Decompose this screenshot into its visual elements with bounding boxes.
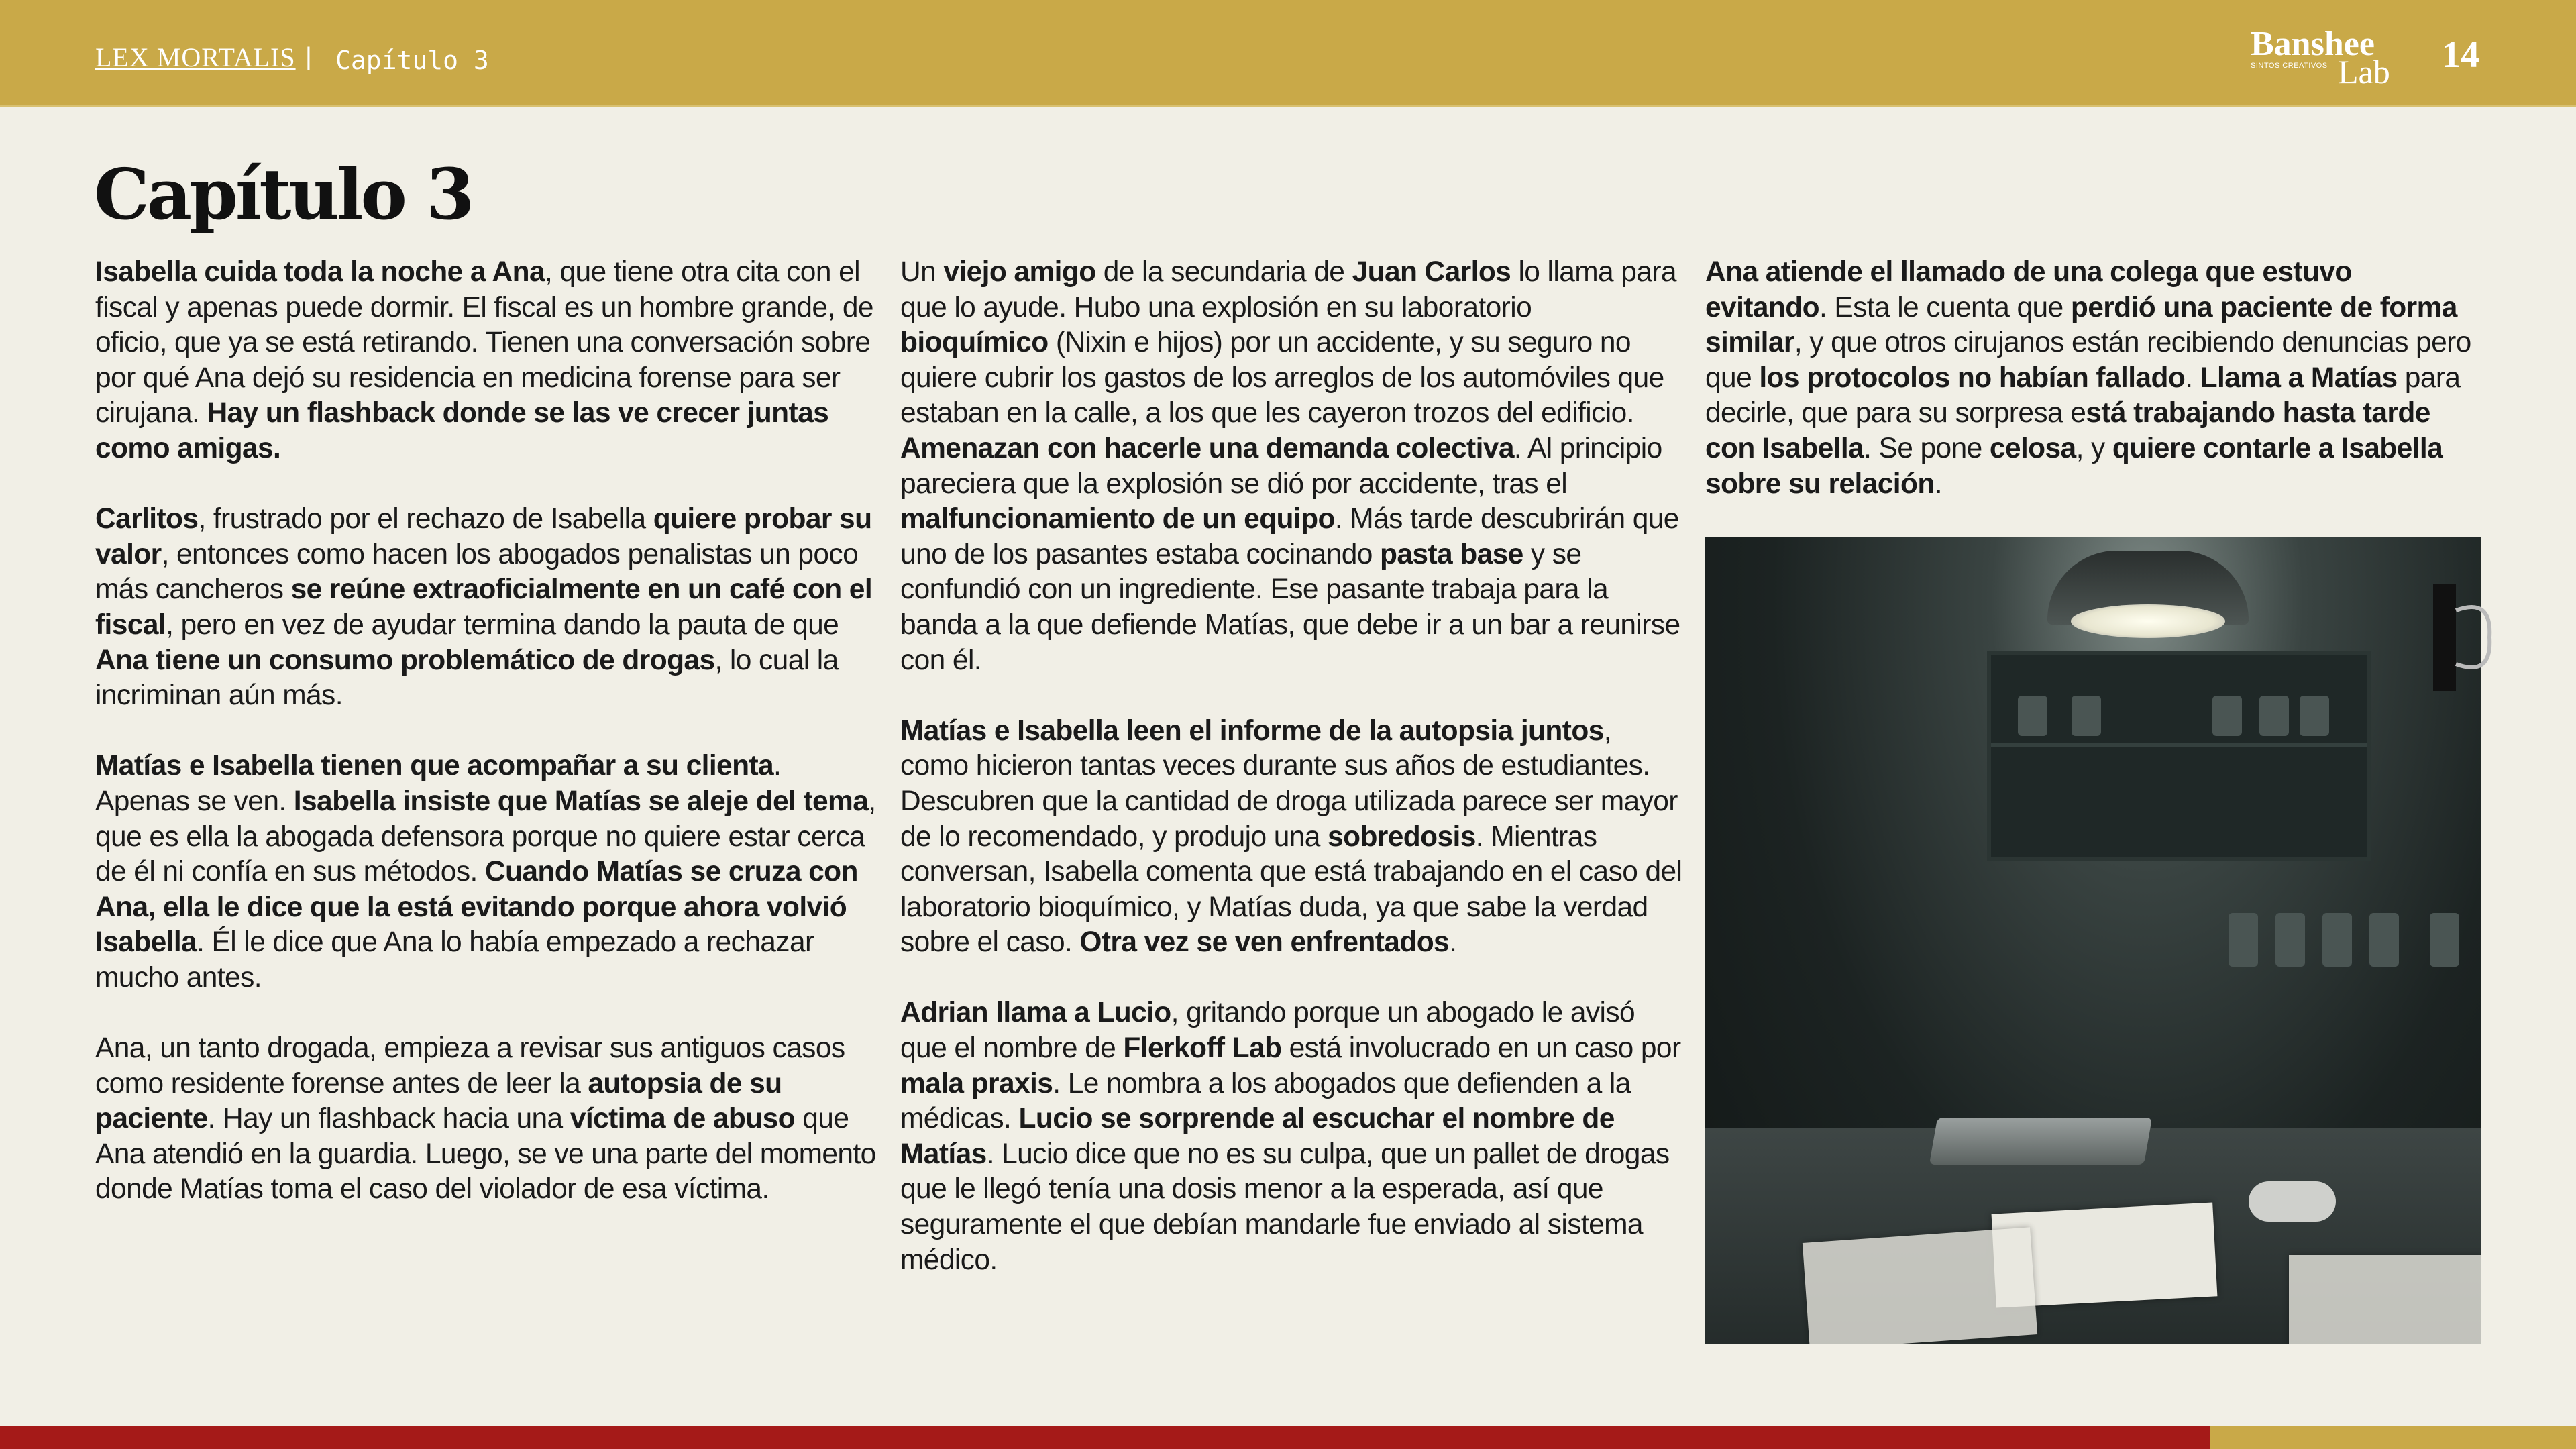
text: . Al principio pareciera que la explosión se dió por accidente, tras el xyxy=(900,432,1662,500)
photo-cabinet xyxy=(1987,651,2371,861)
text: Un xyxy=(900,256,944,288)
text: lo llama para que lo ayude. Hubo una explosión en su laboratorio xyxy=(900,256,1676,323)
paragraph xyxy=(95,749,880,996)
logo-text-banshee: Banshee xyxy=(2251,25,2375,63)
text: , gritando porque un abogado le avisó que el nombre de xyxy=(900,997,1635,1065)
bold-text: víctima de abuso xyxy=(570,1103,796,1135)
text: . Él le dice que Ana lo había empezado a rechazar mucho antes. xyxy=(95,926,814,994)
bold-text: Matías e Isabella tienen que acompañar a su clienta xyxy=(95,750,774,782)
text: . xyxy=(1449,926,1457,959)
bold-text: los protocolos no habían fallado xyxy=(1759,362,2186,394)
bold-text: Llama a Matías xyxy=(2200,362,2398,394)
text: . Le nombra a los abogados que defienden a la médicas. xyxy=(900,1067,1631,1135)
bold-text: Ana atiende el llamado de una colega que estuvo evitando xyxy=(1705,256,2352,323)
binder-clip-icon xyxy=(2432,584,2492,691)
footer-bar-red xyxy=(0,1426,2210,1449)
bold-text: viejo amigo xyxy=(943,256,1096,288)
text: , lo cual la incriminan aún más. xyxy=(95,644,839,712)
bold-text: malfuncionamiento de un equipo xyxy=(900,503,1335,535)
header-separator: | xyxy=(305,43,312,71)
bold-text: quiere contarle a Isabella sobre su relación xyxy=(1705,432,2443,500)
text: , que es ella la abogada defensora porque no quiere estar cerca de él ni confía en sus métodos. xyxy=(95,785,876,888)
text: , como hicieron tantas veces durante sus años de estudiantes. Descubren que la cantidad de droga utilizada parece ser mayor de lo recomendado, y produjo una xyxy=(900,714,1678,853)
bold-text: mala praxis xyxy=(900,1067,1053,1099)
text: . Hay un flashback hacia una xyxy=(207,1103,570,1135)
banshee-lab-logo xyxy=(2251,25,2395,91)
text: . Más tarde descubrirán que uno de los pasantes estaba cocinando xyxy=(900,503,1679,570)
paragraph xyxy=(1705,255,2477,502)
text: . xyxy=(2185,362,2200,394)
bold-text: autopsia de su paciente xyxy=(95,1067,782,1135)
text: . Mientras conversan, Isabella comenta que está trabajando en el caso del laboratorio bioquímico, y Matías duda, ya que sabe la verdad sobre el caso. xyxy=(900,820,1682,959)
text: . Se pone xyxy=(1864,432,1990,464)
bold-text: Juan Carlos xyxy=(1352,256,1511,288)
text: que Ana atendió en la guardia. Luego, se ve una parte del momento donde Matías toma el caso del violador de esa víctima. xyxy=(95,1103,876,1205)
text: . Apenas se ven. xyxy=(95,750,782,817)
bold-text: Flerkoff Lab xyxy=(1123,1032,1282,1065)
bold-text: stá trabajando hasta tarde con Isabella xyxy=(1705,397,2430,464)
logo-tagline: SINTOS CREATIVOS xyxy=(2251,62,2328,70)
paragraph xyxy=(900,996,1685,1278)
text: , y que otros cirujanos están recibiendo denuncias pero que xyxy=(1705,327,2471,394)
chapter-breadcrumb: Capítulo 3 xyxy=(335,46,489,75)
paragraph xyxy=(900,714,1685,961)
bold-text: quiere probar su valor xyxy=(95,503,872,570)
text: . Esta le cuenta que xyxy=(1819,291,2071,323)
text: , y xyxy=(2076,432,2112,464)
bold-text: Amenazan con hacerle una demanda colectiva xyxy=(900,432,1514,464)
text: (Nixin e hijos) por un accidente, y su seguro no quiere cubrir los gastos de los arreglos de los automóviles que estaban en la calle, a los que les cayeron trozos del edificio. xyxy=(900,327,1664,429)
bold-text: pasta base xyxy=(1380,538,1523,570)
page-number: 14 xyxy=(2442,34,2479,76)
page-header xyxy=(0,0,2576,107)
bold-text: Cuando Matías se cruza con Ana, ella le dice que la está evitando porque ahora volvió Isabella xyxy=(95,856,858,959)
bold-text: celosa xyxy=(1989,432,2076,464)
text-column-1 xyxy=(95,255,880,1243)
bold-text: Ana tiene un consumo problemático de drogas xyxy=(95,644,715,676)
lab-photo xyxy=(1705,537,2481,1344)
bold-text: Isabella insiste que Matías se aleje del tema xyxy=(293,785,869,817)
text: . xyxy=(1934,468,1942,500)
bold-text: Otra vez se ven enfrentados xyxy=(1079,926,1450,959)
bold-text: Lucio se sorprende al escuchar el nombre de Matías xyxy=(900,1103,1615,1170)
text: Ana, un tanto drogada, empieza a revisar sus antiguos casos como residente forense antes de leer la xyxy=(95,1032,845,1099)
text: de la secundaria de xyxy=(1095,256,1352,288)
bold-text: bioquímico xyxy=(900,327,1049,359)
text: , frustrado por el rechazo de Isabella xyxy=(198,503,653,535)
bold-text: Hay un flashback donde se las ve crecer juntas como amigas. xyxy=(95,397,829,464)
footer-bar-gold xyxy=(2210,1426,2576,1449)
text: , pero en vez de ayudar termina dando la pauta de que xyxy=(166,608,839,641)
paragraph xyxy=(95,502,880,714)
photo-tray xyxy=(1929,1118,2152,1165)
bold-text: sobredosis xyxy=(1328,820,1476,853)
text: para decirle, que para su sorpresa e xyxy=(1705,362,2461,429)
bold-text: Carlitos xyxy=(95,503,199,535)
paragraph xyxy=(95,255,880,467)
bold-text: perdió una paciente de forma similar xyxy=(1705,291,2457,359)
bold-text: Isabella cuida toda la noche a Ana xyxy=(95,256,545,288)
text: está involucrado en un caso por xyxy=(1281,1032,1681,1065)
chapter-title: Capítulo 3 xyxy=(94,153,472,235)
text: , entonces como hacen los abogados penalistas un poco más cancheros xyxy=(95,538,859,606)
text-column-2 xyxy=(900,255,1685,1313)
paragraph xyxy=(95,1031,880,1208)
text-column-3 xyxy=(1705,255,2477,537)
brand-title: LEX MORTALIS xyxy=(95,42,296,72)
text: . Lucio dice que no es su culpa, que un pallet de drogas que le llegó tenía una dosis menor a la esperada, así que seguramente el que debían mandarle fue enviado al sistema médico. xyxy=(900,1138,1670,1276)
text: y se confundió con un ingrediente. Ese pasante trabaja para la banda a la que defiende Matías, que debe ir a un bar a reunirse con él. xyxy=(900,538,1680,676)
logo-text-lab: Lab xyxy=(2338,53,2390,91)
text: , que tiene otra cita con el fiscal y apenas puede dormir. El fiscal es un hombre grande, de oficio, que ya se está retirando. Tienen una conversación sobre por qué Ana dejó su residencia en medicina forense para ser cirujana. xyxy=(95,256,873,429)
bold-text: Adrian llama a Lucio xyxy=(900,997,1171,1029)
paragraph xyxy=(900,255,1685,678)
bold-text: Matías e Isabella leen el informe de la autopsia juntos xyxy=(900,714,1604,747)
bold-text: se reúne extraoficialmente en un café con el fiscal xyxy=(95,574,873,641)
